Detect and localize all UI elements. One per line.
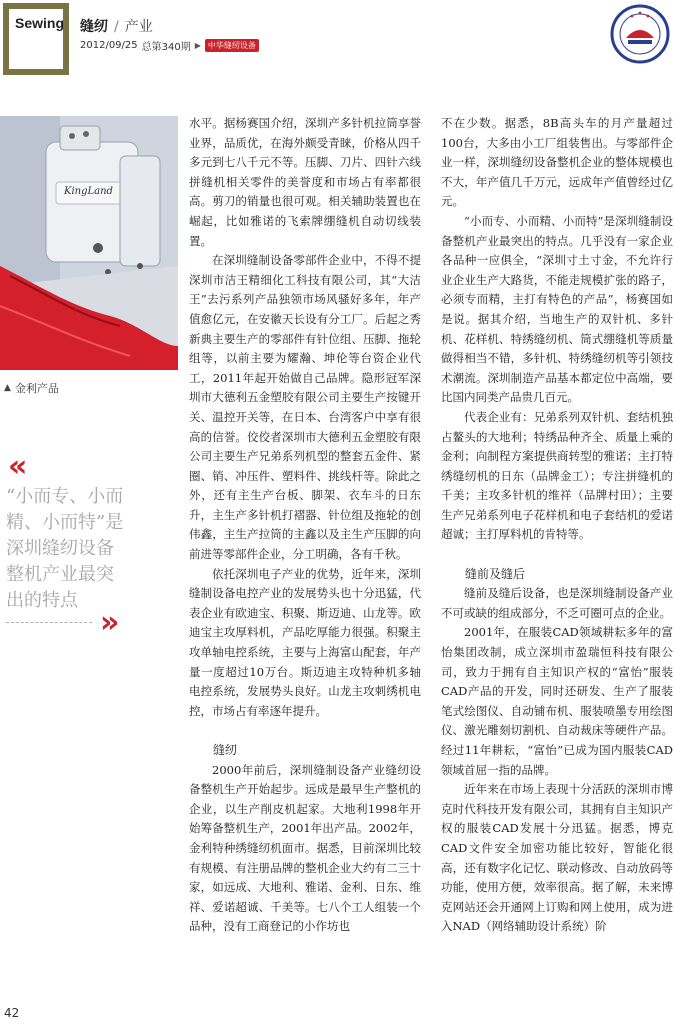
- section-heading: 缝前及缝后: [465, 566, 526, 581]
- paragraph: 在深圳缝制设备零部件企业中，不得不提深圳市洁王精细化工科技有限公司，其“大洁王”去污系列产品独领市场风骚好多年，年产值愈亿元，在安徽天长设有分工厂。后起之秀新典主要生产的零部件有针位组、压脚、拖轮组等，以前主要为耀瀚、坤伦等台资企业代工，2011年起开始做自己品牌。隐形冠军深圳市大德利五金塑胶有限公司主要生产按键开关、温控开关等，在日本、台湾客户中享有很高的信誉。佼佼者深圳市大德利五金塑胶有限公司主要生产兄弟系列机型的整套五金件、紧圈、销、冲压件、塑料件、挑线杆等。除此之外，还有主生产台板、脚架、衣车斗的日东升，主生产多针机打褶器、针位组及拖轮的创伟鑫，主生产拉筒的主鑫以及主生产压脚的向前进等零部件企业，分工明确，各有千秋。: [189, 253, 421, 562]
- category-label: 缝纫: [80, 19, 108, 35]
- page-number: 42: [4, 1006, 20, 1020]
- section-heading: 缝纫: [213, 743, 238, 757]
- triangle-right-icon: ▶: [194, 41, 201, 50]
- paragraph: 2000年前后，深圳缝制设备产业缝纫设备整机生产开始起步。远成是最早生产整机的企业，以生产削皮机起家。大地利1998年开始筹备整机生产，2001年出产品。2002年，金利特种绣缝纫机面市。据悉，目前深圳比较有规模、有注册品牌的整机企业大约有二三十家，如远成、大地利、雅诺、金利、日东、维祥、爱诺超诚、千美等。七八个工人组装一个品种，没有工商登记的小作坊也: [189, 762, 421, 934]
- quote-close-icon: »: [100, 605, 120, 640]
- triangle-up-icon: ▲: [4, 383, 11, 393]
- paragraph: 缝前及缝后设备，也是深圳缝制设备产业不可或缺的组成部分，不乏可圈可点的企业。: [441, 586, 673, 620]
- paragraph: 水平。据杨赛国介绍，深圳产多针机拉筒享誉业界，品质优，在海外颇受青睐，价格从四千多元到七八千元不等。压脚、刀片、四针六线拼缝机相关零件的美誉度和市场占有率都很高。剪刀的销量也很可观。相关辅助装置也在崛起，比如雅诺的飞索牌绷缝机自动切线装置。: [189, 116, 421, 248]
- paragraph: 不在少数。据悉，8B高头车的月产量超过100台，大多由小工厂组装售出。与零部件企业一样，深圳缝纫设备整机企业的整体规模也不大，年产值几千万元，远成年产值曾经过亿元。: [441, 116, 673, 209]
- issue-meta: [80, 38, 259, 53]
- brand-tag: 中华缝纫设备: [205, 39, 259, 52]
- quote-divider: [6, 622, 92, 623]
- section-logo: [3, 3, 69, 75]
- title-separator: /: [114, 19, 119, 35]
- association-seal-icon: [610, 4, 670, 64]
- machine-brand-label: KingLand: [64, 186, 113, 197]
- subcategory-label: 产业: [124, 19, 153, 35]
- paragraph-gap: [189, 721, 421, 741]
- article-column-2: [441, 114, 673, 937]
- quote-open-icon: «: [8, 449, 28, 484]
- paragraph-gap: [441, 545, 673, 565]
- sewing-machine-illustration: [0, 116, 178, 370]
- caption-text: 金利产品: [14, 382, 59, 395]
- pull-quote: “小而专、小而精、小而特”是深圳缝纫设备整机产业最突出的特点: [6, 486, 124, 611]
- article-column-1: [189, 114, 421, 937]
- paragraph: 代表企业有：兄弟系列双针机、套结机独占鳌头的大地利；特绣品种齐全、质量上乘的金利；向制程方案提供商转型的雅诺；主打特绣缝纫机的日东（品牌金工）；专注拼缝机的千美；主攻多针机的维祥（品牌村田）；主要生产兄弟系列电子花样机和电子套结机的爱诺超诚；主打厚料机的肯特等。: [441, 409, 673, 542]
- product-photo: [0, 116, 178, 370]
- issue-number: 总第340期: [141, 42, 191, 53]
- paragraph: 2001年，在服装CAD领域耕耘多年的富怡集团改制，成立深圳市盈瑞恒科技有限公司，致力于拥有自主知识产权的“富怡”服装CAD产品的开发，同时还研发、生产了服装笔式绘图仪、自动铺布机、服装喷墨专用绘图仪、激光雕刻切割机、自动裁床等硬件产品。经过11年耕耘，“富怡”已成为国内服装CAD领域首屈一指的品牌。: [441, 625, 673, 777]
- photo-caption: [4, 380, 59, 396]
- section-title: [80, 16, 153, 36]
- paragraph: “小而专、小而精、小而特”是深圳缝制设备整机产业最突出的特点。几乎没有一家企业各品种一应俱全，“深圳寸土寸金，不允许行业企业生产大路货，不能走规模扩张的路子，必须专而精，主打有特色的产品”，杨赛国如是说。据其介绍，当地生产的双针机、多针机、花样机、特绣缝纫机、筒式绷缝机等质量做得相当不错，多针机、特绣缝纫机等引领技术潮流。深圳制造产品基本都定位中高端，要比国内同类产品贵几百元。: [441, 213, 673, 405]
- paragraph: 依托深圳电子产业的优势，近年来，深圳缝制设备电控产业的发展势头也十分迅猛，代表企业有欧迪宝、积聚、斯迈迪、山龙等。欧迪宝主攻厚料机，产品吃厚能力很强。积聚主攻单轴电控系统，主要与上海富山配套，年产量一度超过10万台。斯迈迪主攻特种机多轴电控系统，发展势头良好。山龙主攻刺绣机电控，市场占有率逐年提升。: [189, 566, 421, 718]
- paragraph: 近年来在市场上表现十分活跃的深圳市博克时代科技开发有限公司，其拥有自主知识产权的服装CAD发展十分迅猛。据悉，博克CAD文件安全加密功能比较好，智能化很高，还有数字化记忆、联动修改、自动放码等功能，使用方便，效率很高。据了解，未来博克网站还会开通网上订购和网上使用，成为进入NAD（网络辅助设计系统）阶: [441, 782, 673, 934]
- section-logo-word: Sewing: [15, 15, 65, 31]
- issue-date: 2012/09/25: [80, 40, 138, 51]
